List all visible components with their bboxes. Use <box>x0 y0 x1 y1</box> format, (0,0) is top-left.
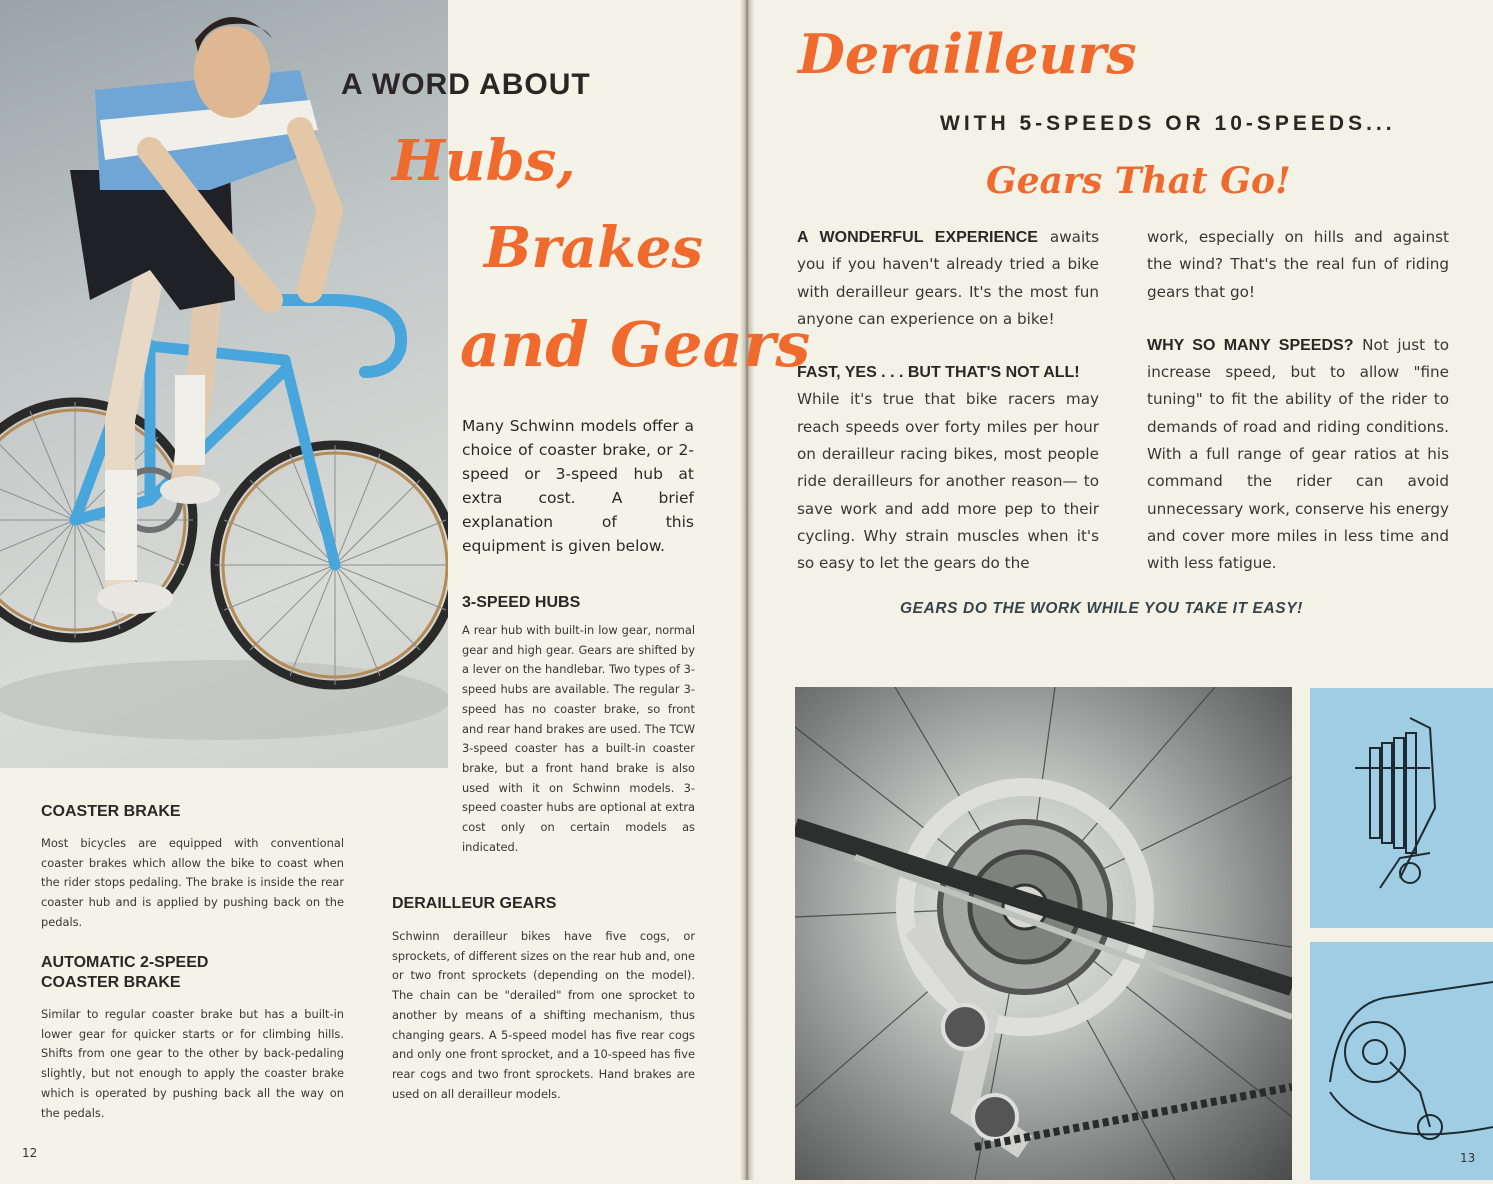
three-speed-hubs-heading: 3-SPEED HUBS <box>462 594 581 611</box>
tagline-gears-that-go: Gears That Go! <box>986 160 1291 202</box>
book-spine <box>740 0 754 1180</box>
coaster-brake-body: Most bicycles are equipped with conventional coaster brakes which allow the bike to coast when the rider stops pedaling. The brake is inside the rear coaster hub and is applied by pushing back on the pedals. <box>41 836 344 929</box>
fast-yes-text: While it's true that bike racers may reach speeds over forty miles per hour on derailleur racing bikes, most people ride derailleurs for another reason— to save work and add more pep to their cycling. Why strain muscles when it's so easy to let the gears do the <box>797 390 1099 573</box>
gears-do-the-work-tagline: GEARS DO THE WORK WHILE YOU TAKE IT EASY! <box>900 600 1303 617</box>
derailleur-photo <box>795 687 1292 1180</box>
derailleur-gears-heading: DERAILLEUR GEARS <box>392 895 557 912</box>
fast-yes-lead: FAST, YES . . . BUT THAT'S NOT ALL! <box>797 364 1080 382</box>
derailleur-diagram-top <box>1310 688 1493 928</box>
intro-paragraph: Many Schwinn models offer a choice of coaster brake, or 2-speed or 3-speed hub at extra cost. A brief explanation of this equipment is given below. <box>462 417 694 555</box>
why-speeds-lead: WHY SO MANY SPEEDS? <box>1147 336 1354 354</box>
derailleur-diagram-bottom <box>1310 942 1493 1180</box>
auto-two-speed-heading-line1: AUTOMATIC 2-SPEED <box>41 954 209 971</box>
hills-paragraph: work, especially on hills and against the wind? That's the real fun of riding gears that go! <box>1147 228 1449 301</box>
title-and-gears: and Gears <box>460 308 811 381</box>
auto-two-speed-heading <box>41 953 208 993</box>
wonderful-experience-lead: A WONDERFUL EXPERIENCE <box>797 229 1038 246</box>
auto-two-speed-heading-line2: COASTER BRAKE <box>41 974 181 991</box>
heading-a-word-about: A WORD ABOUT <box>341 68 591 101</box>
wonderful-experience-text: awaits you if you haven't already tried a bike with derailleur gears. It's the most fun anyone can experience on a bike! <box>797 228 1100 328</box>
page-number-left: 12 <box>22 1146 38 1160</box>
title-brakes: Brakes <box>484 215 704 281</box>
title-derailleurs: Derailleurs <box>798 22 1137 86</box>
three-speed-hubs-body: A rear hub with built-in low gear, normal gear and high gear. Gears are shifted by a lever on the handlebar. Two types of 3-speed hubs are available. The regular 3-speed has no coaster brake, so front and rear hand brakes are used. The TCW 3-speed coaster has a built-in coaster brake, but a front hand brake is also used with it on Schwinn models. 3-speed coaster hubs are optional at extra cost only on certain models as indicated. <box>462 623 695 854</box>
derailleur-sketch-top <box>1310 688 1493 928</box>
title-hubs: Hubs, <box>392 128 576 194</box>
derailleur-gears-body: Schwinn derailleur bikes have five cogs, or sprockets, of different sizes on the rear hub and, one or two front sprockets (depending on the model). The chain can be "derailed" from one sprocket to another by means of a shifting mechanism, thus changing gears. A 5-speed model has five rear cogs and only one front sprocket, and a 10-speed has five rear cogs and two front sprockets. Hand brakes are used on all derailleur models. <box>392 929 695 1101</box>
right-column-2 <box>1147 224 1449 578</box>
page-number-right: 13 <box>1460 1151 1476 1165</box>
wonderful-experience-paragraph <box>797 224 1099 333</box>
coaster-brake-heading: COASTER BRAKE <box>41 803 181 820</box>
cyclist-illustration <box>0 0 448 768</box>
derailleur-sketch-bottom <box>1310 942 1493 1180</box>
auto-two-speed-body: Similar to regular coaster brake but has a built-in lower gear for quicker starts or for climbing hills. Shifts from one gear to the other by back-pedaling slightly, but not enough to apply the coaster brake which is operated by pushing back all the way on the pedals. <box>41 1007 344 1120</box>
subtitle-speeds: WITH 5-SPEEDS OR 10-SPEEDS... <box>940 112 1396 135</box>
derailleur-closeup-illustration <box>795 687 1292 1180</box>
cyclist-photo <box>0 0 448 768</box>
why-speeds-text: Not just to increase speed, but to allow "fine tuning" to fit the ability of the rider to demands of road and riding conditions. With a full range of gear ratios at his command the rider can avoid unnecessary work, conserve his energy and cover more miles in less time and with less fatigue. <box>1147 335 1449 573</box>
right-column-1 <box>797 224 1099 578</box>
why-speeds-paragraph <box>1147 332 1449 578</box>
